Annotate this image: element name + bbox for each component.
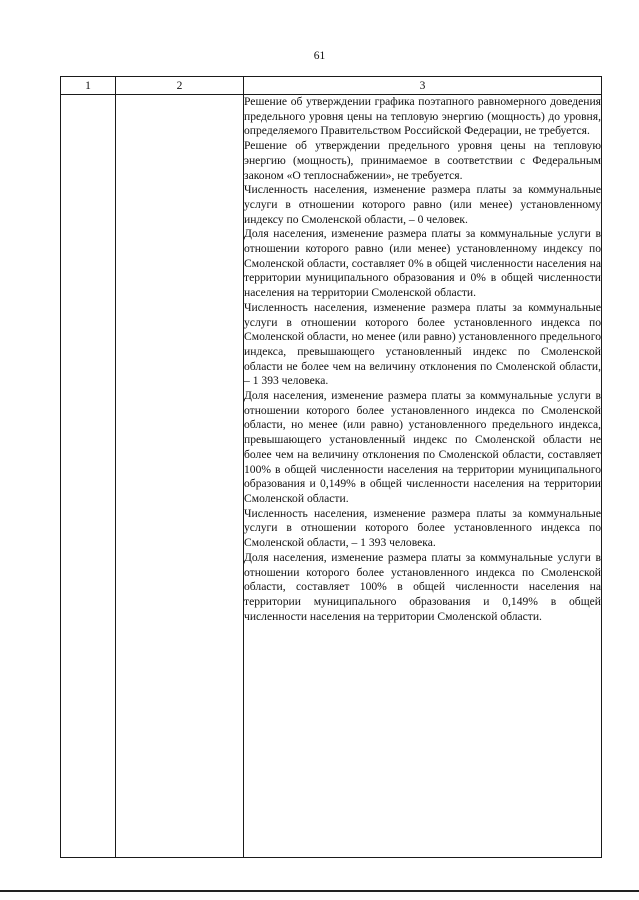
table-row (61, 95, 602, 858)
paragraph-population-above-index: Численность населения, изменение размера платы за коммунальные услуги в отношении которого более установленного индекса по Смоленской области, – 1 393 человека. (244, 506, 601, 550)
paragraph-share-above-index: Доля населения, изменение размера платы за коммунальные услуги в отношении которого более установленного индекса по Смоленской области, составляет 100% в общей численности населения на территории муниципального образования и 0,149% в общей численности населения на территории Смоленской области. (244, 550, 601, 623)
column-header-2: 2 (116, 77, 244, 95)
column-header-3: 3 (244, 77, 602, 95)
column-2-cell (116, 95, 244, 858)
paragraph-share-above-index-within-limit: Доля населения, изменение размера платы за коммунальные услуги в отношении которого более установленного индекса по Смоленской области, но менее (или равно) установленного предельного индекса, превышающего установленный индекс по Смоленской области не более чем на величину отклонения по Смоленской области, составляет 100% в общей численности населения на территории муниципального образования и 0,149% в общей численности населения на территории Смоленской области. (244, 389, 601, 505)
table-header-row (61, 77, 602, 95)
paragraph-share-equal-index: Доля населения, изменение размера платы за коммунальные услуги в отношении которого равно (или менее) установленному индексу по Смоленской области, составляет 0% в общей численности населения на территории муниципального образования и 0% в общей численности населения на территории Смоленской области. (244, 227, 601, 300)
bottom-scan-line (0, 890, 639, 892)
page-number: 61 (313, 50, 326, 62)
column-1-cell (61, 95, 116, 858)
document-table (60, 76, 602, 858)
paragraph-population-above-index-within-limit: Численность населения, изменение размера платы за коммунальные услуги в отношении которого более установленного индекса по Смоленской области, но менее (или равно) установленного предельного индекса, превышающего установленный индекс по Смоленской области не более чем на величину отклонения по Смоленской области, – 1 393 человека. (244, 300, 601, 388)
column-3-cell (244, 95, 602, 858)
paragraph-heat-price-schedule: Решение об утверждении графика поэтапного равномерного доведения предельного уровня цены на тепловую энергию (мощность) до уровня, определяемого Правительством Российской Федерации, не требуется. (244, 95, 601, 138)
paragraph-heat-price-limit: Решение об утверждении предельного уровня цены на тепловую энергию (мощность), принимаемое в соответствии с Федеральным законом «О теплоснабжении», не требуется. (244, 139, 601, 182)
paragraph-population-equal-index: Численность населения, изменение размера платы за коммунальные услуги в отношении которого равно (или менее) установленному индексу по Смоленской области, – 0 человек. (244, 183, 601, 226)
column-header-1: 1 (61, 77, 116, 95)
